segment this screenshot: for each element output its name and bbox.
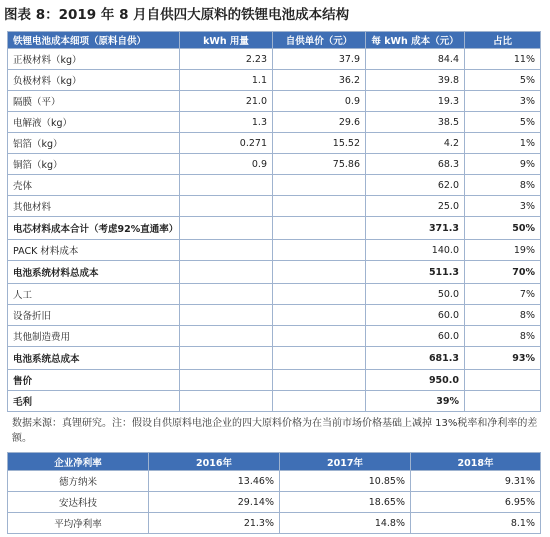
table-row [8,513,541,534]
header-item: 铁锂电池成本细项（原料自供） [8,32,180,49]
table-row [8,492,541,513]
margin-2018-cell: 8.1% [411,513,541,534]
share-cell: 3% [465,91,541,112]
usage-cell [180,305,273,326]
figure-title: 图表 8：2019 年 8 月自供四大原料的铁锂电池成本结构 [4,7,350,23]
share-cell [465,391,541,412]
cost-cell: 4.2 [366,133,465,154]
company-name-cell: 平均净利率 [8,513,149,534]
table-row [8,261,541,284]
usage-cell: 1.1 [180,70,273,91]
cost-structure-table [7,31,541,412]
usage-cell [180,284,273,305]
usage-cell [180,175,273,196]
table-row [8,347,541,370]
share-cell: 8% [465,175,541,196]
cost-item-cell: 铜箔（kg） [8,154,180,175]
price-cell [273,347,366,370]
cost-item-cell: PACK 材料成本 [8,240,180,261]
table-row [8,240,541,261]
header-company: 企业净利率 [8,453,149,471]
header-2017: 2017年 [280,453,411,471]
share-cell: 5% [465,112,541,133]
usage-cell: 21.0 [180,91,273,112]
share-cell: 5% [465,70,541,91]
cost-item-cell: 壳体 [8,175,180,196]
price-cell [273,261,366,284]
usage-cell [180,370,273,391]
margin-2018-cell: 6.95% [411,492,541,513]
cost-cell: 950.0 [366,370,465,391]
header-2018: 2018年 [411,453,541,471]
header-price: 自供单价（元） [273,32,366,49]
table-row [8,370,541,391]
price-cell: 75.86 [273,154,366,175]
cost-cell: 60.0 [366,326,465,347]
table-row [8,391,541,412]
cost-item-cell: 设备折旧 [8,305,180,326]
cost-cell: 511.3 [366,261,465,284]
profit-table-header-row [8,453,541,471]
share-cell: 8% [465,326,541,347]
table-row [8,112,541,133]
margin-2016-cell: 13.46% [149,471,280,492]
share-cell: 1% [465,133,541,154]
table-row [8,70,541,91]
table-row [8,49,541,70]
usage-cell [180,391,273,412]
cost-cell: 60.0 [366,305,465,326]
usage-cell [180,347,273,370]
table-row [8,284,541,305]
cost-table-body [8,49,541,412]
table-row [8,133,541,154]
share-cell: 7% [465,284,541,305]
table-row [8,217,541,240]
cost-item-cell: 电芯材料成本合计（考虑92%直通率） [8,217,180,240]
header-share: 占比 [465,32,541,49]
source-note: 数据来源：真锂研究。注：假设自供原料电池企业的四大原料价格为在当前市场价格基础上减掉 13%税率和净利率的差额。 [12,418,538,444]
price-cell: 15.52 [273,133,366,154]
price-cell [273,175,366,196]
company-name-cell: 德方纳米 [8,471,149,492]
usage-cell [180,326,273,347]
price-cell [273,196,366,217]
usage-cell [180,196,273,217]
margin-2017-cell: 18.65% [280,492,411,513]
cost-cell: 371.3 [366,217,465,240]
cost-cell: 38.5 [366,112,465,133]
usage-cell [180,261,273,284]
cost-item-cell: 其他材料 [8,196,180,217]
price-cell [273,391,366,412]
table-row [8,326,541,347]
price-cell: 29.6 [273,112,366,133]
price-cell [273,240,366,261]
price-cell [273,326,366,347]
share-cell: 11% [465,49,541,70]
price-cell: 36.2 [273,70,366,91]
cost-item-cell: 负极材料（kg） [8,70,180,91]
share-cell: 19% [465,240,541,261]
profit-table-body [8,471,541,534]
cost-table-header-row [8,32,541,49]
header-2016: 2016年 [149,453,280,471]
cost-cell: 68.3 [366,154,465,175]
price-cell [273,284,366,305]
usage-cell [180,240,273,261]
table-row [8,91,541,112]
usage-cell: 2.23 [180,49,273,70]
margin-2016-cell: 21.3% [149,513,280,534]
table-row [8,196,541,217]
margin-2017-cell: 14.8% [280,513,411,534]
cost-item-cell: 电池系统总成本 [8,347,180,370]
cost-item-cell: 铝箔（kg） [8,133,180,154]
cost-cell: 39.8 [366,70,465,91]
header-cost: 每 kWh 成本（元） [366,32,465,49]
price-cell: 37.9 [273,49,366,70]
cost-cell: 39% [366,391,465,412]
header-usage: kWh 用量 [180,32,273,49]
table-row [8,471,541,492]
cost-item-cell: 售价 [8,370,180,391]
share-cell: 70% [465,261,541,284]
cost-cell: 140.0 [366,240,465,261]
cost-cell: 84.4 [366,49,465,70]
cost-item-cell: 人工 [8,284,180,305]
company-name-cell: 安达科技 [8,492,149,513]
price-cell [273,305,366,326]
net-margin-table [7,452,541,534]
price-cell [273,370,366,391]
share-cell: 50% [465,217,541,240]
cost-item-cell: 毛利 [8,391,180,412]
usage-cell: 0.271 [180,133,273,154]
usage-cell [180,217,273,240]
share-cell [465,370,541,391]
table-row [8,305,541,326]
table-row [8,154,541,175]
share-cell: 9% [465,154,541,175]
cost-item-cell: 其他制造费用 [8,326,180,347]
margin-2016-cell: 29.14% [149,492,280,513]
usage-cell: 0.9 [180,154,273,175]
margin-2018-cell: 9.31% [411,471,541,492]
share-cell: 93% [465,347,541,370]
cost-cell: 681.3 [366,347,465,370]
cost-cell: 19.3 [366,91,465,112]
price-cell [273,217,366,240]
cost-cell: 25.0 [366,196,465,217]
table-row [8,175,541,196]
price-cell: 0.9 [273,91,366,112]
cost-cell: 50.0 [366,284,465,305]
usage-cell: 1.3 [180,112,273,133]
cost-item-cell: 隔膜（平） [8,91,180,112]
share-cell: 8% [465,305,541,326]
margin-2017-cell: 10.85% [280,471,411,492]
cost-cell: 62.0 [366,175,465,196]
cost-item-cell: 正极材料（kg） [8,49,180,70]
cost-item-cell: 电解液（kg） [8,112,180,133]
cost-item-cell: 电池系统材料总成本 [8,261,180,284]
share-cell: 3% [465,196,541,217]
